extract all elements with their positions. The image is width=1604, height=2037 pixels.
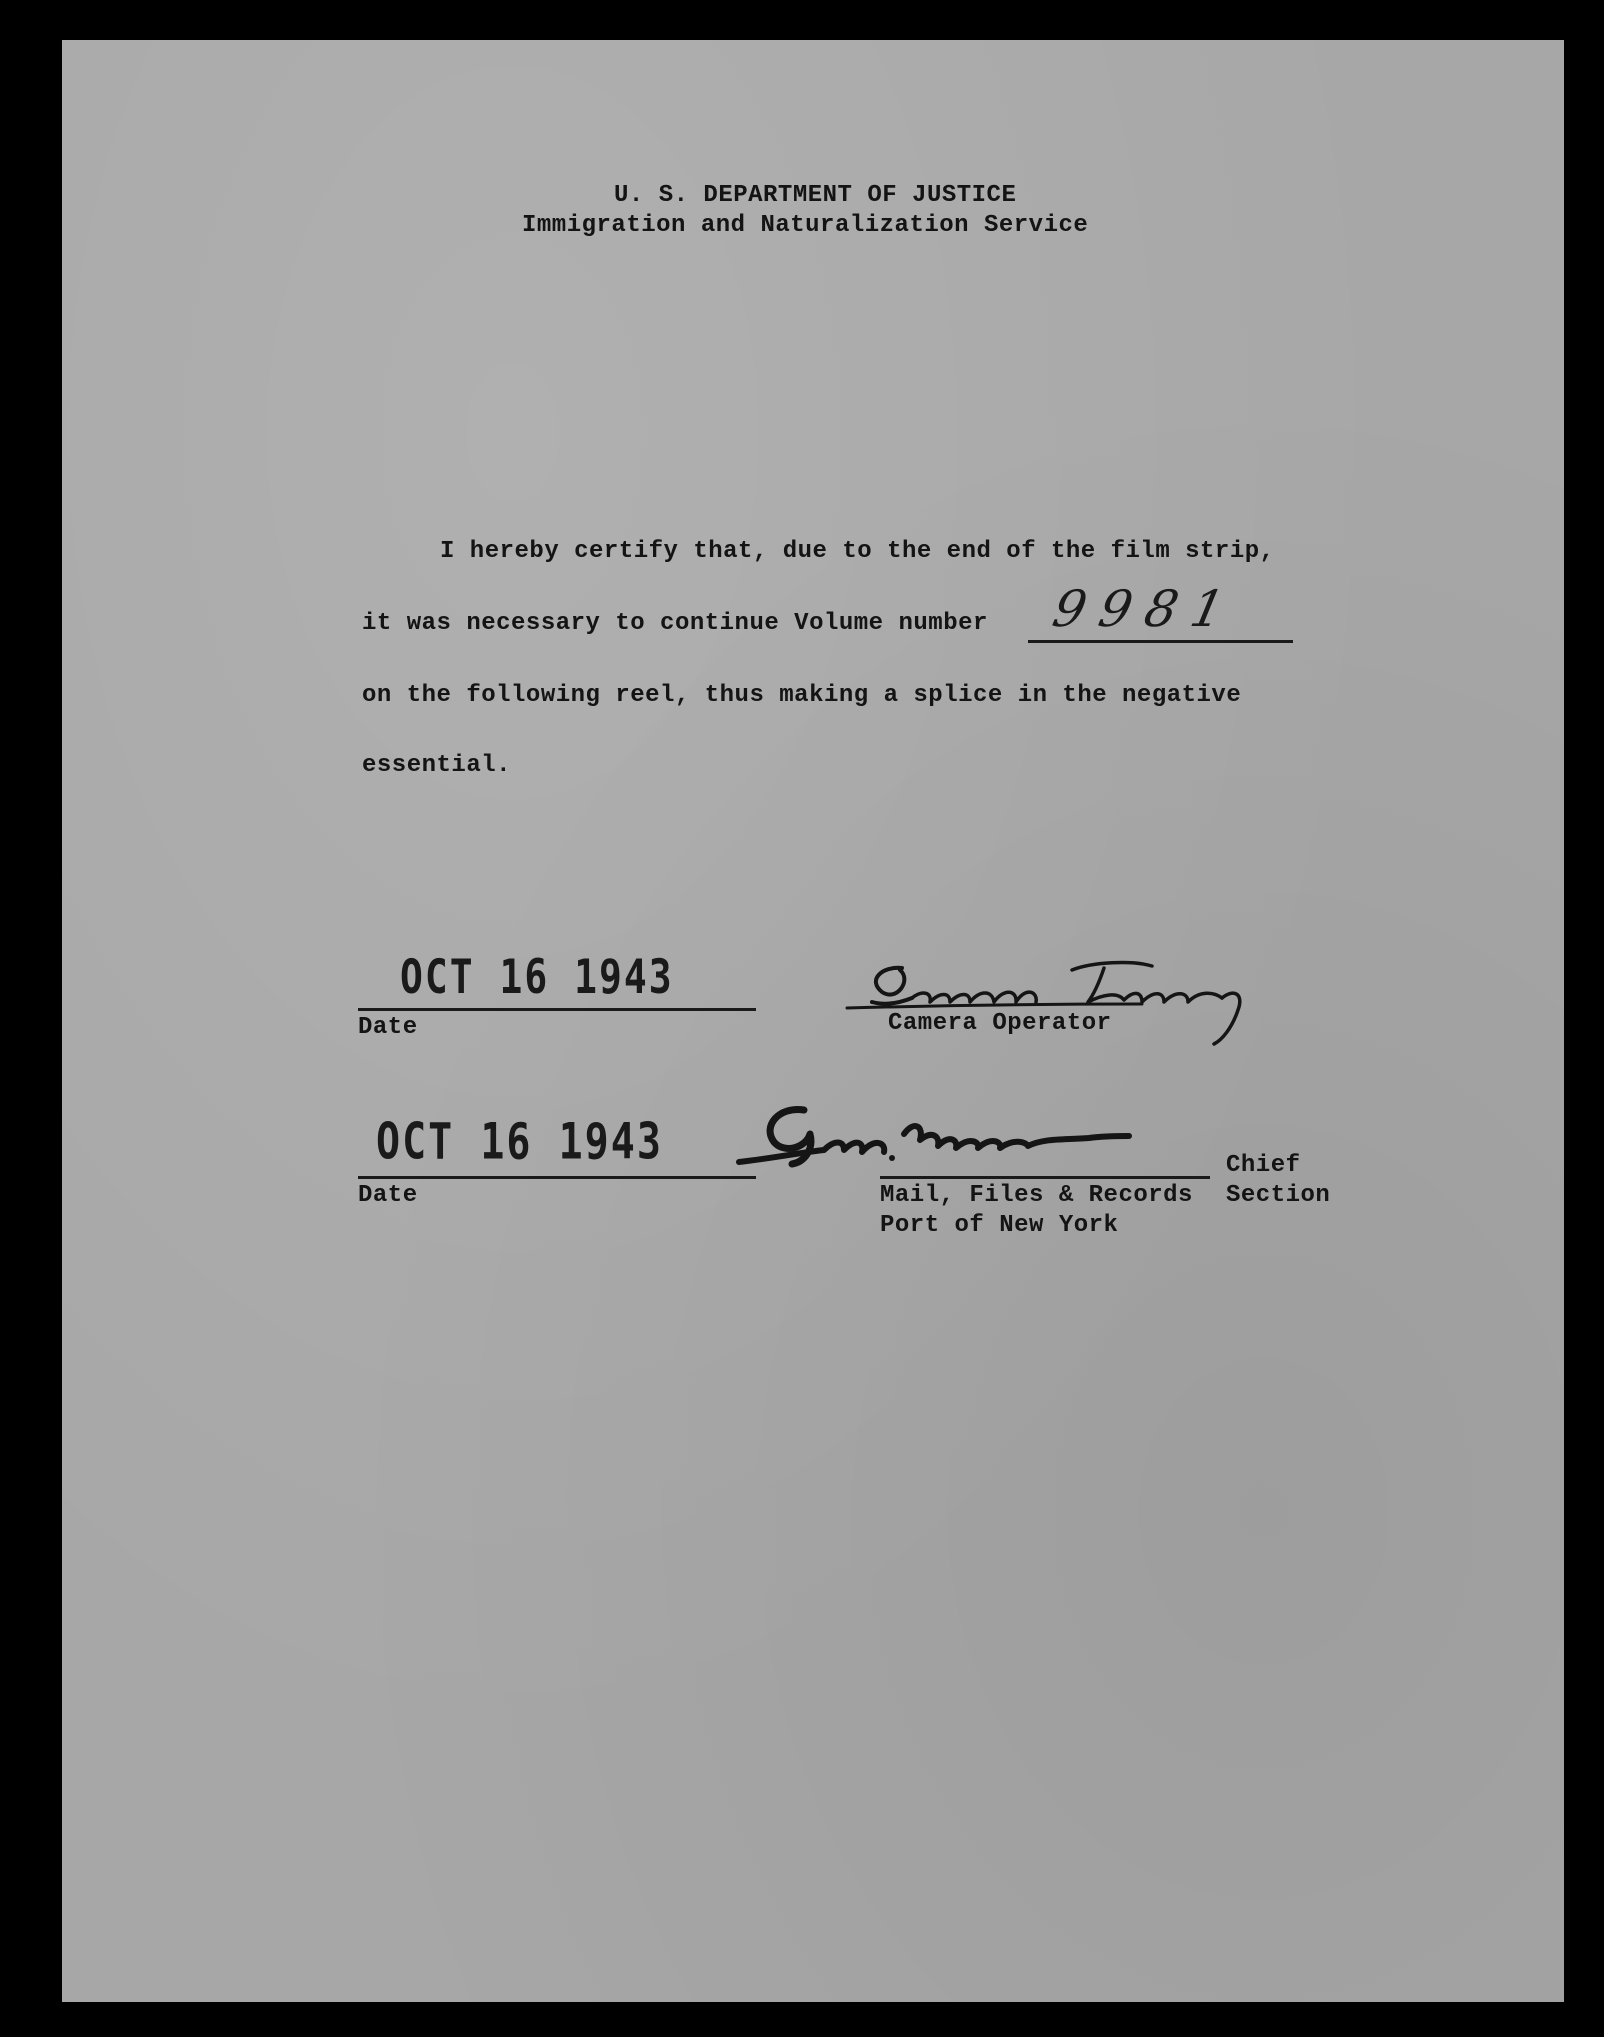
chief-port: Port of New York bbox=[880, 1212, 1119, 1239]
chief-title: Chief bbox=[1226, 1152, 1301, 1179]
chief-date-stamp: OCT 16 1943 bbox=[376, 1113, 663, 1171]
document-page bbox=[62, 40, 1564, 2002]
certificate-line-2: it was necessary to continue Volume number bbox=[362, 610, 988, 637]
camera-operator-label: Camera Operator bbox=[888, 1010, 1112, 1037]
certificate-line-4: essential. bbox=[362, 752, 512, 779]
operator-date-line bbox=[358, 1008, 756, 1011]
chief-section: Section bbox=[1226, 1182, 1331, 1209]
department-heading: U. S. DEPARTMENT OF JUSTICE bbox=[614, 182, 1017, 209]
volume-number-handwritten: 9981 bbox=[1047, 580, 1244, 638]
certificate-line-3: on the following reel, thus making a splice in the negative bbox=[362, 682, 1242, 709]
date-label-1: Date bbox=[358, 1014, 418, 1041]
date-label-2: Date bbox=[358, 1182, 418, 1209]
chief-date-line bbox=[358, 1176, 756, 1179]
chief-signature bbox=[734, 1090, 1154, 1190]
chief-signature-line bbox=[880, 1176, 1210, 1179]
chief-division: Mail, Files & Records bbox=[880, 1182, 1193, 1209]
volume-number-underline bbox=[1028, 640, 1293, 643]
service-heading: Immigration and Naturalization Service bbox=[522, 212, 1089, 239]
certificate-line-1: I hereby certify that, due to the end of the film strip, bbox=[440, 538, 1275, 565]
operator-date-stamp: OCT 16 1943 bbox=[400, 949, 674, 1004]
